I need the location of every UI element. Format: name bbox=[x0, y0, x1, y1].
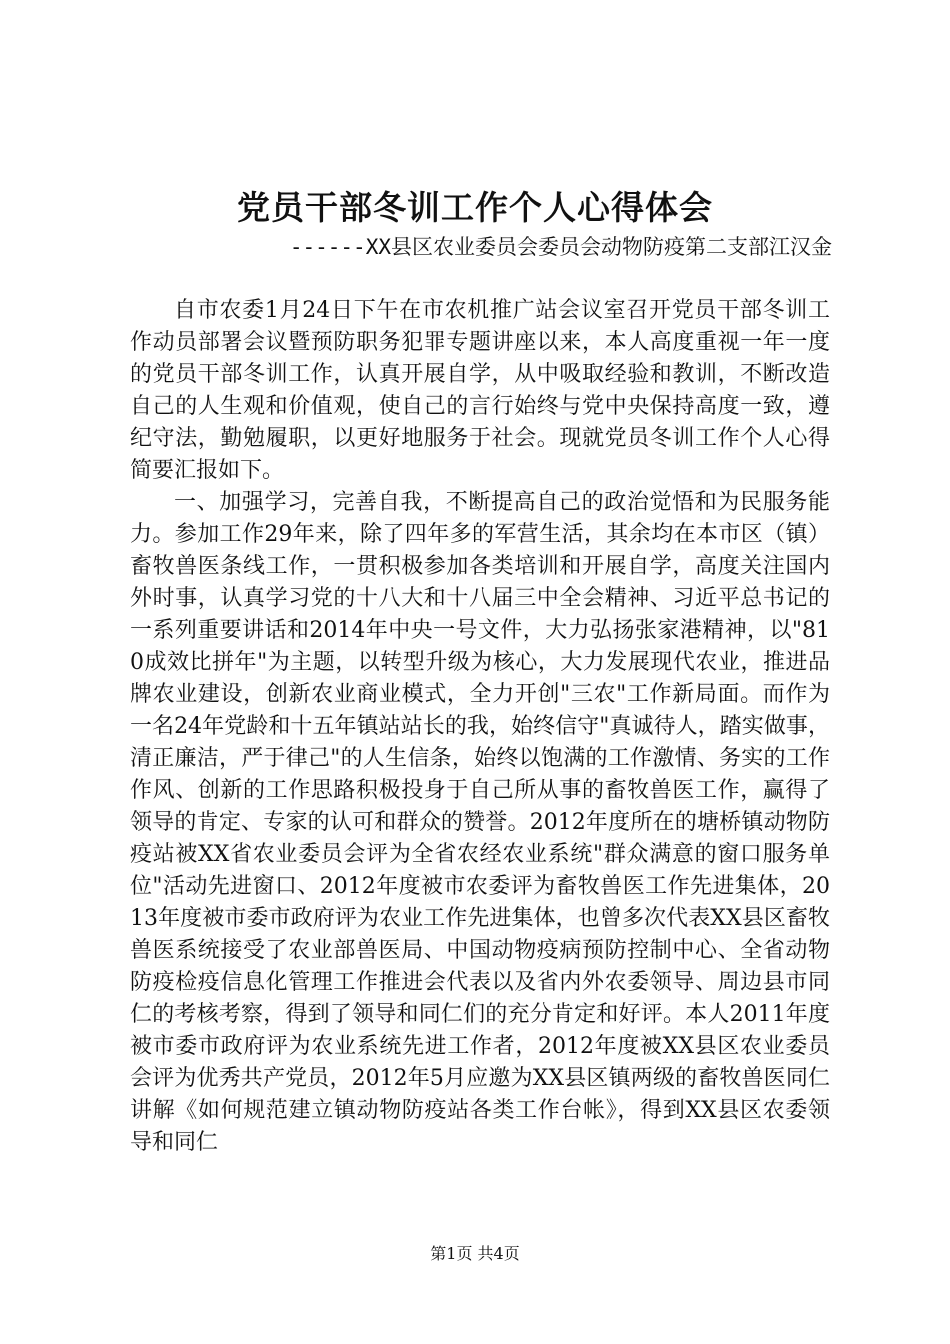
document-subtitle: ------XX县区农业委员会委员会动物防疫第二支部江汉金 bbox=[289, 235, 832, 259]
page-number: 第1页 共4页 bbox=[430, 1244, 520, 1263]
paragraph: 一、加强学习，完善自我，不断提高自己的政治觉悟和为民服务能力。参加工作29年来，除了四年多的军营生活，其余均在本市区（镇）畜牧兽医条线工作，一贯积极参加各类培训和开展自学，高度关注国内外时事，认真学习党的十八大和十八届三中全会精神、习近平总书记的一系列重要讲话和2014年中央一号文件，大力弘扬张家港精神，以"810成效比拼年"为主题，以转型升级为核心，大力发展现代农业，推进品牌农业建设，创新农业商业模式，全力开创"三农"工作新局面。而作为一名24年党龄和十五年镇站站长的我，始终信守"真诚待人，踏实做事，清正廉洁，严于律己"的人生信条，始终以饱满的工作激情、务实的工作作风、创新的工作思路积极投身于自己所从事的畜牧兽医工作，赢得了领导的肯定、专家的认可和群众的赞誉。2012年度所在的塘桥镇动物防疫站被XX省农业委员会评为全省农经农业系统"群众满意的窗口服务单位"活动先进窗口、2012年度被市农委评为畜牧兽医工作先进集体，2013年度被市委市政府评为农业工作先进集体，也曾多次代表XX县区畜牧兽医系统接受了农业部兽医局、中国动物疫病预防控制中心、全省动物防疫检疫信息化管理工作推进会代表以及省内外农委领导、周边县市同仁的考核考察，得到了领导和同仁们的充分肯定和好评。本人2011年度被市委市政府评为农业系统先进工作者，2012年度被XX县区农业委员会评为优秀共产党员，2012年5月应邀为XX县区镇两级的畜牧兽医同仁讲解《如何规范建立镇动物防疫站各类工作台帐》，得到XX县区农委领导和同仁 bbox=[130, 490, 830, 1155]
paragraph: 自市农委1月24日下午在市农机推广站会议室召开党员干部冬训工作动员部署会议暨预防职务犯罪专题讲座以来，本人高度重视一年一度的党员干部冬训工作，认真开展自学，从中吸取经验和教训，不断改造自己的人生观和价值观，使自己的言行始终与党中央保持高度一致，遵纪守法，勤勉履职，以更好地服务于社会。现就党员冬训工作个人心得简要汇报如下。 bbox=[130, 298, 830, 483]
document-body bbox=[130, 295, 830, 1159]
document-title: 党员干部冬训工作个人心得体会 bbox=[237, 188, 713, 227]
